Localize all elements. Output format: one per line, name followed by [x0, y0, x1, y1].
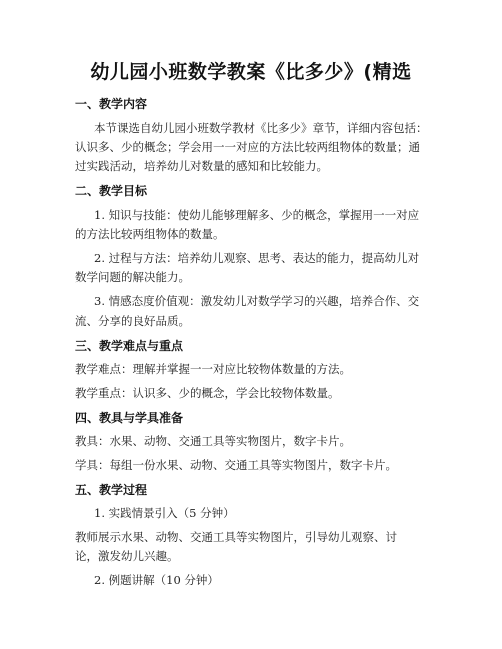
section-heading-materials: 四、教具与学具准备: [75, 411, 184, 425]
paragraph-line: 教师展示水果、动物、交通工具等实物图片，引导幼儿观察、讨: [75, 530, 397, 544]
paragraph-line: 3. 情感态度价值观：激发幼儿对数学学习的兴趣，培养合作、交: [94, 294, 420, 308]
paragraph-line: 论，激发幼儿兴趣。: [75, 549, 179, 563]
document-title: 幼儿园小班数学教案《比多少》(精选: [90, 61, 412, 83]
paragraph-line: 2. 例题讲解（10 分钟）: [94, 573, 219, 587]
paragraph-line: 过实践活动，培养幼儿对数量的感知和比较能力。: [75, 159, 328, 173]
section-heading-difficulties: 三、教学难点与重点: [75, 339, 184, 353]
paragraph-line: 教学难点：理解并掌握一一对应比较物体数量的方法。: [75, 362, 351, 376]
section-heading-content: 一、教学内容: [75, 97, 148, 111]
paragraph-line: 1. 知识与技能：使幼儿能够理解多、少的概念，掌握用一一对应: [94, 208, 420, 222]
paragraph-line: 1. 实践情景引入（5 分钟）: [94, 506, 235, 520]
section-heading-objectives: 二、教学目标: [75, 184, 148, 198]
paragraph-line: 的方法比较两组物体的数量。: [75, 227, 225, 241]
paragraph-line: 本节课选自幼儿园小班数学教材《比多少》章节，详细内容包括：: [94, 121, 428, 135]
paragraph-line: 学具：每组一份水果、动物、交通工具等实物图片，数字卡片。: [75, 458, 397, 472]
paragraph-line: 认识多、少的概念；学会用一一对应的方法比较两组物体的数量；通: [75, 140, 420, 154]
paragraph-line: 流、分享的良好品质。: [75, 314, 190, 328]
paragraph-line: 教具：水果、动物、交通工具等实物图片，数字卡片。: [75, 434, 351, 448]
section-heading-process: 五、教学过程: [75, 483, 148, 497]
paragraph-line: 数学问题的解决能力。: [75, 270, 190, 284]
paragraph-line: 教学重点：认识多、少的概念，学会比较物体数量。: [75, 386, 340, 400]
paragraph-line: 2. 过程与方法：培养幼儿观察、思考、表达的能力，提高幼儿对: [94, 251, 420, 265]
